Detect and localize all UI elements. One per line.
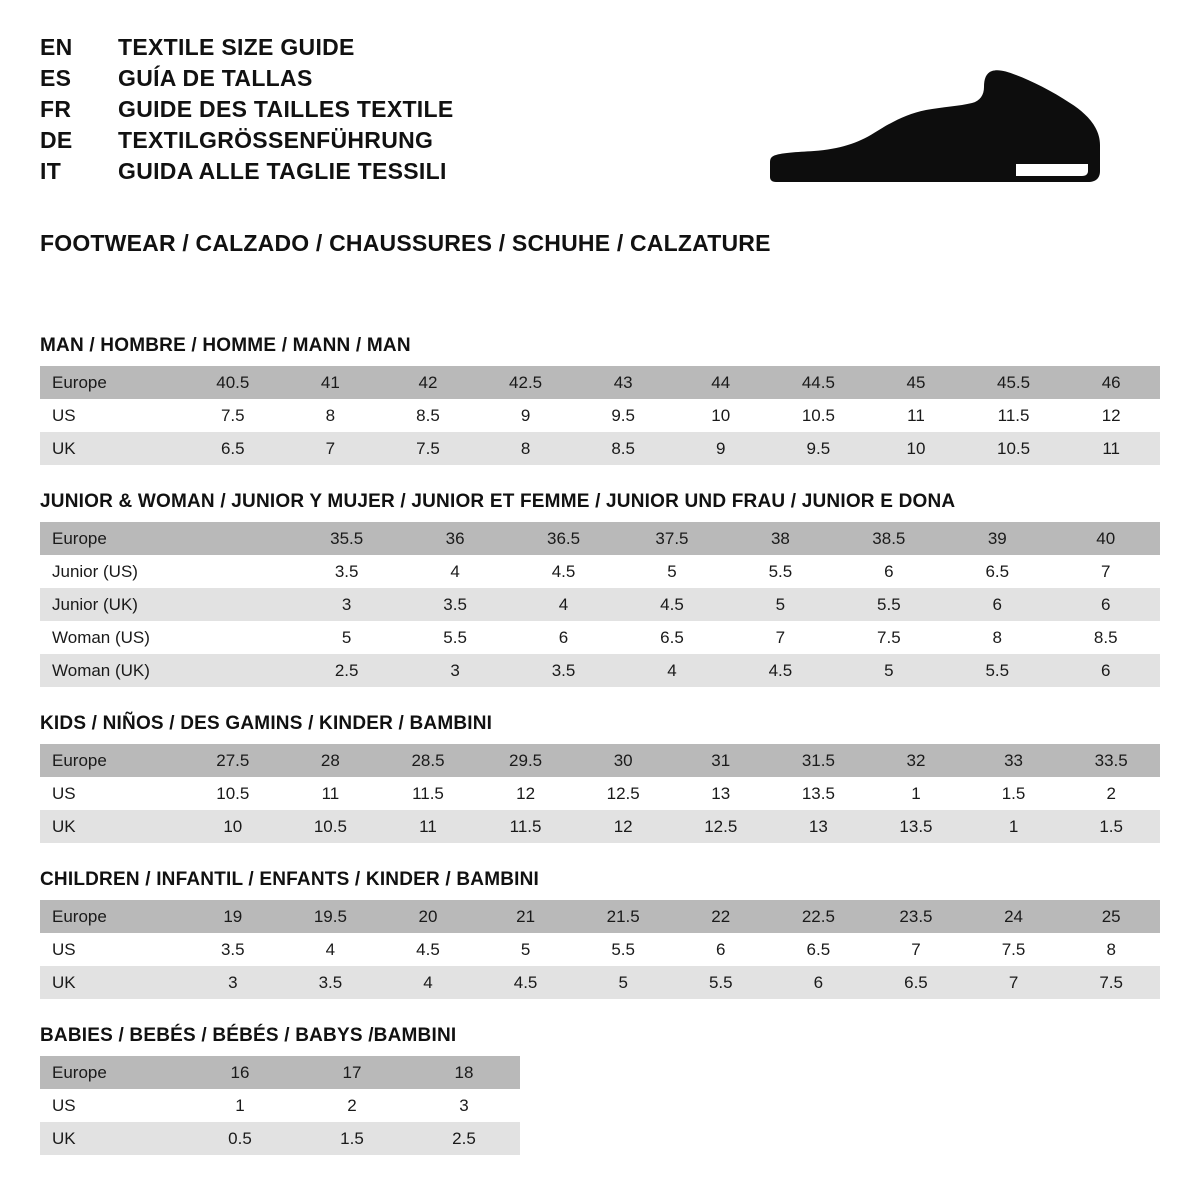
row-label: US xyxy=(40,777,184,810)
cell: 21.5 xyxy=(574,900,672,933)
cell: 9 xyxy=(672,432,770,465)
cell: 10 xyxy=(867,432,965,465)
cell: 7.5 xyxy=(184,399,282,432)
cell: 28 xyxy=(282,744,380,777)
cell: 1 xyxy=(184,1089,296,1122)
cell: 5.5 xyxy=(401,621,509,654)
cell: 9.5 xyxy=(770,432,868,465)
cell: 13.5 xyxy=(770,777,868,810)
row-label: UK xyxy=(40,432,184,465)
table-row xyxy=(40,432,1160,465)
cell: 19.5 xyxy=(282,900,380,933)
row-label: UK xyxy=(40,810,184,843)
cell: 7 xyxy=(1052,555,1161,588)
cell: 30 xyxy=(574,744,672,777)
cell: 10.5 xyxy=(282,810,380,843)
cell: 1.5 xyxy=(1062,810,1160,843)
cell: 7.5 xyxy=(1062,966,1160,999)
page-header xyxy=(40,34,1160,202)
table-row xyxy=(40,1089,520,1122)
cell: 7.5 xyxy=(965,933,1063,966)
language-row xyxy=(40,96,454,123)
language-title: GUIDA ALLE TAGLIE TESSILI xyxy=(118,158,447,184)
cell: 20 xyxy=(379,900,477,933)
cell: 21 xyxy=(477,900,575,933)
cell: 33 xyxy=(965,744,1063,777)
cell xyxy=(184,522,292,555)
cell: 4.5 xyxy=(618,588,726,621)
cell: 3 xyxy=(408,1089,520,1122)
table-row xyxy=(40,621,1160,654)
cell: 44.5 xyxy=(770,366,868,399)
cell: 25 xyxy=(1062,900,1160,933)
cell: 9.5 xyxy=(574,399,672,432)
row-label: US xyxy=(40,1089,184,1122)
cell: 45 xyxy=(867,366,965,399)
cell: 4 xyxy=(401,555,509,588)
section-title: KIDS / NIÑOS / DES GAMINS / KINDER / BAMBINI xyxy=(40,713,493,734)
cell: 31.5 xyxy=(770,744,868,777)
cell: 6.5 xyxy=(770,933,868,966)
row-label: Europe xyxy=(40,900,184,933)
cell: 7 xyxy=(867,933,965,966)
cell: 39 xyxy=(943,522,1051,555)
cell: 6 xyxy=(835,555,943,588)
section-title: MAN / HOMBRE / HOMME / MANN / MAN xyxy=(40,335,411,356)
section-title: CHILDREN / INFANTIL / ENFANTS / KINDER / BAMBINI xyxy=(40,869,540,890)
cell: 8.5 xyxy=(574,432,672,465)
cell: 45.5 xyxy=(965,366,1063,399)
size-table-junior-woman xyxy=(40,522,1160,687)
cell xyxy=(184,621,292,654)
section-babies xyxy=(40,1025,1160,1155)
row-label: Junior (UK) xyxy=(40,588,184,621)
table-row xyxy=(40,966,1160,999)
size-table-babies xyxy=(40,1056,520,1155)
cell: 4 xyxy=(509,588,617,621)
row-label: Europe xyxy=(40,1056,184,1089)
cell: 18 xyxy=(408,1056,520,1089)
cell: 12 xyxy=(1062,399,1160,432)
cell: 22.5 xyxy=(770,900,868,933)
row-label: US xyxy=(40,933,184,966)
cell: 4.5 xyxy=(726,654,834,687)
language-row xyxy=(40,34,454,61)
table-row xyxy=(40,555,1160,588)
cell: 44 xyxy=(672,366,770,399)
cell: 12 xyxy=(574,810,672,843)
cell: 11 xyxy=(867,399,965,432)
table-row xyxy=(40,588,1160,621)
cell: 7.5 xyxy=(379,432,477,465)
cell: 28.5 xyxy=(379,744,477,777)
table-row xyxy=(40,366,1160,399)
cell: 5.5 xyxy=(672,966,770,999)
cell: 5.5 xyxy=(726,555,834,588)
cell: 8 xyxy=(477,432,575,465)
cell: 43 xyxy=(574,366,672,399)
cell: 1.5 xyxy=(296,1122,408,1155)
cell: 0.5 xyxy=(184,1122,296,1155)
cell: 27.5 xyxy=(184,744,282,777)
cell: 2 xyxy=(1062,777,1160,810)
table-row xyxy=(40,1122,520,1155)
table-row xyxy=(40,900,1160,933)
language-code: DE xyxy=(40,127,73,153)
cell: 3.5 xyxy=(509,654,617,687)
language-code: IT xyxy=(40,158,62,184)
cell: 8.5 xyxy=(379,399,477,432)
cell: 12.5 xyxy=(574,777,672,810)
table-row xyxy=(40,654,1160,687)
cell: 40.5 xyxy=(184,366,282,399)
row-label: Europe xyxy=(40,366,184,399)
cell: 11.5 xyxy=(477,810,575,843)
section-title: JUNIOR & WOMAN / JUNIOR Y MUJER / JUNIOR ET FEMME / JUNIOR UND FRAU / JUNIOR E DONA xyxy=(40,491,956,512)
language-title: TEXTILGRÖSSENFÜHRUNG xyxy=(118,127,434,153)
table-row xyxy=(40,777,1160,810)
cell: 10.5 xyxy=(184,777,282,810)
row-label: Woman (US) xyxy=(40,621,184,654)
cell: 38 xyxy=(726,522,834,555)
cell: 6 xyxy=(1052,588,1161,621)
section-junior-woman xyxy=(40,491,1160,687)
cell: 1.5 xyxy=(965,777,1063,810)
cell: 19 xyxy=(184,900,282,933)
cell: 8 xyxy=(1062,933,1160,966)
cell: 17 xyxy=(296,1056,408,1089)
cell: 8.5 xyxy=(1052,621,1161,654)
cell: 32 xyxy=(867,744,965,777)
cell: 4 xyxy=(282,933,380,966)
language-title-list xyxy=(40,34,454,189)
cell: 31 xyxy=(672,744,770,777)
language-title: TEXTILE SIZE GUIDE xyxy=(118,34,355,60)
cell: 10.5 xyxy=(965,432,1063,465)
cell: 5 xyxy=(726,588,834,621)
cell: 1 xyxy=(965,810,1063,843)
cell: 22 xyxy=(672,900,770,933)
cell: 38.5 xyxy=(835,522,943,555)
cell: 6.5 xyxy=(184,432,282,465)
section-children xyxy=(40,869,1160,999)
table-row xyxy=(40,744,1160,777)
cell: 13.5 xyxy=(867,810,965,843)
cell: 3.5 xyxy=(282,966,380,999)
cell: 2.5 xyxy=(408,1122,520,1155)
table-row xyxy=(40,399,1160,432)
cell: 11 xyxy=(1062,432,1160,465)
dress-shoe-icon xyxy=(750,52,1130,202)
row-label: US xyxy=(40,399,184,432)
row-label: Woman (UK) xyxy=(40,654,184,687)
cell: 7 xyxy=(726,621,834,654)
cell: 10.5 xyxy=(770,399,868,432)
section-man xyxy=(40,335,1160,465)
cell: 11 xyxy=(282,777,380,810)
cell: 10 xyxy=(184,810,282,843)
cell: 42 xyxy=(379,366,477,399)
cell: 4 xyxy=(379,966,477,999)
cell: 6 xyxy=(1052,654,1161,687)
cell: 5.5 xyxy=(574,933,672,966)
cell: 11 xyxy=(379,810,477,843)
cell: 5 xyxy=(835,654,943,687)
row-label: UK xyxy=(40,1122,184,1155)
cell: 42.5 xyxy=(477,366,575,399)
size-table-children xyxy=(40,900,1160,999)
cell: 3.5 xyxy=(184,933,282,966)
language-row xyxy=(40,65,454,92)
cell: 13 xyxy=(672,777,770,810)
cell: 36 xyxy=(401,522,509,555)
cell: 3 xyxy=(184,966,282,999)
cell: 2.5 xyxy=(292,654,400,687)
cell: 4.5 xyxy=(477,966,575,999)
cell: 3 xyxy=(401,654,509,687)
cell: 11.5 xyxy=(965,399,1063,432)
cell: 3.5 xyxy=(401,588,509,621)
cell: 6 xyxy=(509,621,617,654)
language-code: ES xyxy=(40,65,72,91)
cell: 2 xyxy=(296,1089,408,1122)
cell: 5 xyxy=(618,555,726,588)
cell: 6 xyxy=(770,966,868,999)
language-row xyxy=(40,158,454,185)
size-table-man xyxy=(40,366,1160,465)
cell: 3 xyxy=(292,588,400,621)
row-label: Junior (US) xyxy=(40,555,184,588)
cell: 6.5 xyxy=(618,621,726,654)
cell: 4 xyxy=(618,654,726,687)
cell: 5.5 xyxy=(835,588,943,621)
language-title: GUÍA DE TALLAS xyxy=(118,65,313,91)
cell: 5 xyxy=(292,621,400,654)
cell: 24 xyxy=(965,900,1063,933)
cell: 16 xyxy=(184,1056,296,1089)
category-title: FOOTWEAR / CALZADO / CHAUSSURES / SCHUHE / CALZATURE xyxy=(40,230,771,256)
cell: 35.5 xyxy=(292,522,400,555)
section-kids xyxy=(40,713,1160,843)
cell: 9 xyxy=(477,399,575,432)
table-row xyxy=(40,810,1160,843)
cell xyxy=(184,588,292,621)
row-label: Europe xyxy=(40,744,184,777)
cell: 5 xyxy=(477,933,575,966)
cell: 6.5 xyxy=(943,555,1051,588)
cell xyxy=(184,654,292,687)
cell: 11.5 xyxy=(379,777,477,810)
cell: 5.5 xyxy=(943,654,1051,687)
cell: 7.5 xyxy=(835,621,943,654)
cell: 6 xyxy=(672,933,770,966)
cell: 8 xyxy=(943,621,1051,654)
table-row xyxy=(40,933,1160,966)
cell: 10 xyxy=(672,399,770,432)
cell: 6 xyxy=(943,588,1051,621)
cell: 23.5 xyxy=(867,900,965,933)
row-label: Europe xyxy=(40,522,184,555)
cell: 13 xyxy=(770,810,868,843)
table-row xyxy=(40,522,1160,555)
table-row xyxy=(40,1056,520,1089)
cell: 40 xyxy=(1052,522,1161,555)
cell: 3.5 xyxy=(292,555,400,588)
language-title: GUIDE DES TAILLES TEXTILE xyxy=(118,96,454,122)
cell: 36.5 xyxy=(509,522,617,555)
cell: 4.5 xyxy=(379,933,477,966)
cell: 7 xyxy=(282,432,380,465)
cell: 4.5 xyxy=(509,555,617,588)
cell: 29.5 xyxy=(477,744,575,777)
cell: 8 xyxy=(282,399,380,432)
cell: 7 xyxy=(965,966,1063,999)
cell: 12.5 xyxy=(672,810,770,843)
cell: 46 xyxy=(1062,366,1160,399)
language-row xyxy=(40,127,454,154)
cell: 5 xyxy=(574,966,672,999)
cell: 1 xyxy=(867,777,965,810)
cell: 12 xyxy=(477,777,575,810)
row-label: UK xyxy=(40,966,184,999)
cell: 41 xyxy=(282,366,380,399)
cell: 37.5 xyxy=(618,522,726,555)
size-table-kids xyxy=(40,744,1160,843)
language-code: FR xyxy=(40,96,72,122)
language-code: EN xyxy=(40,34,73,60)
cell: 33.5 xyxy=(1062,744,1160,777)
section-title: BABIES / BEBÉS / BÉBÉS / BABYS /BAMBINI xyxy=(40,1025,457,1046)
cell: 6.5 xyxy=(867,966,965,999)
cell xyxy=(184,555,292,588)
